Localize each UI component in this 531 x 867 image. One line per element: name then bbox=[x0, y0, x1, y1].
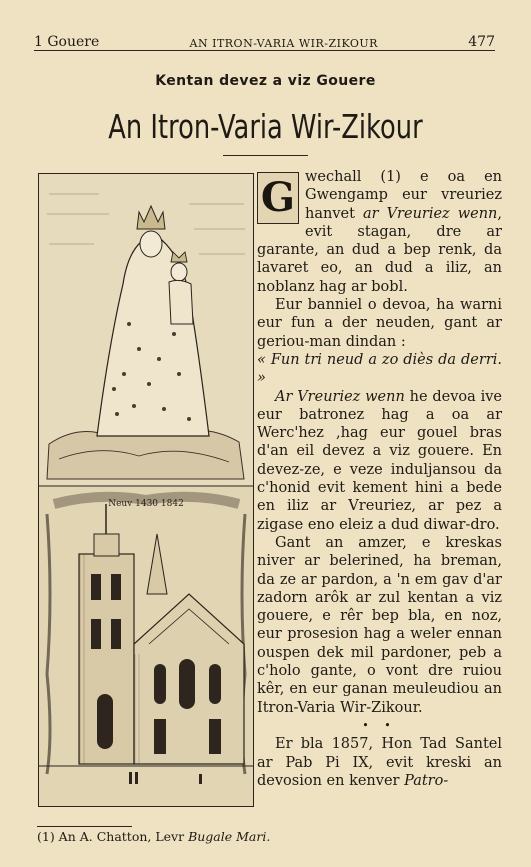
basilica-engraving bbox=[39, 486, 253, 806]
title-rule bbox=[223, 155, 308, 156]
page-number: 477 bbox=[468, 34, 495, 50]
virgin-child-engraving bbox=[39, 174, 253, 486]
paragraph-4: Ar Vreuriez wenn he devoa ive eur batronez hag a oa ar Werc'hez ,hag eur gouel bras d'an eil devez a viz gouere. En devez-ze, e veze induljansou da c'honid evit kement hini a bede en iliz ar Vreuriez, ar pez a zigase eno eleiz a dud diwar-dro. bbox=[257, 388, 502, 533]
header-section: 1 Gouere bbox=[34, 34, 100, 50]
paragraph-6: Er bla 1857, Hon Tad Santel ar Pab Pi IX, evit kreski an devosion en kenver Patro- bbox=[257, 736, 502, 789]
paragraph-3-motto: « Fun tri neud a zo diès da derri. » bbox=[257, 351, 502, 387]
paragraph-2: Eur banniel o devoa, ha warni eur fun a der neuden, gant ar geriou-man dindan : bbox=[257, 297, 502, 350]
footnote: (1) An A. Chatton, Levr Bugale Mari. bbox=[37, 829, 271, 844]
date-subtitle: Kentan devez a viz Gouere bbox=[155, 73, 376, 89]
footnote-rule bbox=[37, 826, 132, 827]
engraving-illustration bbox=[38, 173, 254, 807]
dropcap-letter: G bbox=[257, 172, 299, 224]
body-text bbox=[257, 168, 502, 790]
header-title: AN ITRON-VARIA WIR-ZIKOUR bbox=[189, 37, 378, 50]
page-title: An Itron-Varia Wir-Zikour bbox=[108, 107, 423, 146]
section-dots: • • bbox=[362, 718, 397, 732]
banner-text: Neuv 1430 1842 bbox=[108, 499, 184, 509]
paragraph-5: Gant an amzer, e kreskas niver ar belerined, ha breman, da ze ar pardon, a 'n em gav d'ar zadorn arôk ar zul kentan a viz gouere, e rêr bep bla, en noz, eur prosesion hag a weler ennan ouspen dek mil pardoner, peb a c'holo gante, o vont dre ruiou kêr, en eur ganan meuleudiou an Itron-Varia Wir-Zikour. bbox=[257, 534, 502, 716]
paragraph-1: G wechall (1) e oa en Gwengamp eur vreuriez hanvet ar Vreuriez wenn, evit stagan, dre ar garante, an dud a bep renk, da lavaret eo, an dud a iliz, an noblanz hag ar bobl. bbox=[257, 169, 503, 295]
running-header bbox=[34, 28, 495, 51]
